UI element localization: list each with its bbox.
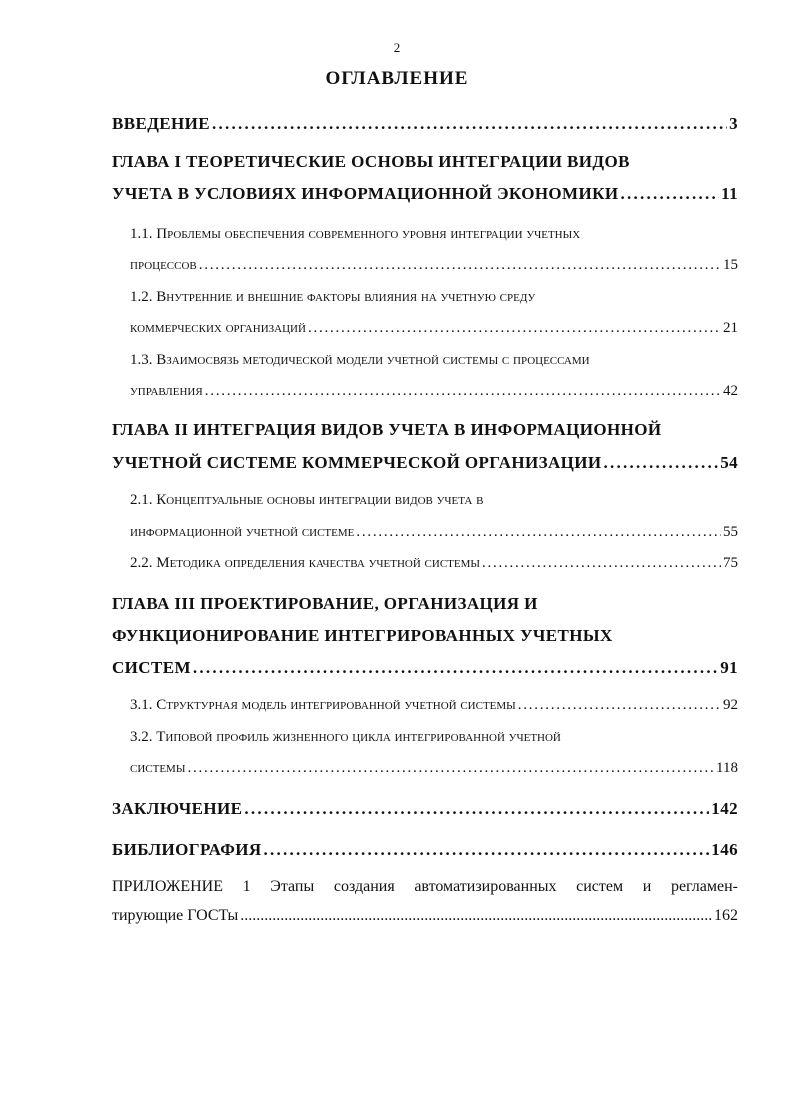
dot-leader bbox=[187, 760, 714, 777]
toc-section-1-3-line1[interactable]: 1.3. Взаимосвязь методической модели учетной системы с процессами bbox=[130, 352, 590, 368]
toc-entry-section-2-1[interactable] bbox=[130, 524, 738, 541]
dot-leader bbox=[356, 524, 721, 541]
toc-entry-chapter-1[interactable] bbox=[112, 184, 738, 204]
toc-entry-chapter-3[interactable] bbox=[112, 658, 738, 678]
toc-page-number: 55 bbox=[723, 524, 738, 540]
toc-label: БИБЛИОГРАФИЯ bbox=[112, 840, 262, 859]
toc-label: процессов bbox=[130, 257, 197, 273]
toc-section-1-1-line1[interactable]: 1.1. Проблемы обеспечения современного уровня интеграции учетных bbox=[130, 226, 581, 242]
toc-section-2-1-line1[interactable]: 2.1. Концептуальные основы интеграции видов учета в bbox=[130, 492, 484, 508]
dot-leader bbox=[620, 184, 719, 204]
toc-label: СИСТЕМ bbox=[112, 658, 191, 677]
toc-label: управления bbox=[130, 383, 203, 399]
toc-page-number: 15 bbox=[723, 257, 738, 273]
toc-appendix-line1[interactable]: ПРИЛОЖЕНИЕ 1 Этапы создания автоматизированных систем и регламен- bbox=[112, 878, 738, 895]
toc-label: информационной учетной системе bbox=[130, 524, 355, 540]
toc-page-number: 162 bbox=[714, 907, 738, 924]
toc-label: 3.1. Структурная модель интегрированной учетной системы bbox=[130, 697, 516, 713]
toc-page-number: 91 bbox=[720, 658, 738, 677]
toc-entry-conclusion[interactable] bbox=[112, 799, 738, 819]
toc-page-number: 92 bbox=[723, 697, 738, 713]
toc-entry-section-1-1[interactable] bbox=[130, 257, 738, 274]
toc-chapter-1-line1[interactable]: ГЛАВА I ТЕОРЕТИЧЕСКИЕ ОСНОВЫ ИНТЕГРАЦИИ ВИДОВ bbox=[112, 152, 630, 171]
dot-leader bbox=[604, 453, 719, 473]
toc-label: тирующие ГОСТы bbox=[112, 907, 239, 924]
toc-page-number: 146 bbox=[711, 840, 738, 859]
dot-leader bbox=[193, 658, 718, 678]
toc-label: УЧЕТА В УСЛОВИЯХ ИНФОРМАЦИОННОЙ ЭКОНОМИКИ bbox=[112, 184, 619, 203]
toc-entry-section-3-2[interactable] bbox=[130, 760, 738, 777]
dot-leader bbox=[264, 840, 710, 860]
toc-entry-section-2-2[interactable] bbox=[130, 555, 738, 572]
dot-leader bbox=[244, 799, 709, 819]
toc-entry-bibliography[interactable] bbox=[112, 840, 738, 860]
page-number: 2 bbox=[393, 40, 401, 55]
toc-page-number: 21 bbox=[723, 320, 738, 336]
page-title: ОГЛАВЛЕНИЕ bbox=[325, 68, 469, 89]
toc-page-number: 142 bbox=[711, 799, 738, 818]
toc-page-number: 11 bbox=[721, 184, 738, 203]
dot-leader bbox=[518, 697, 721, 714]
toc-entry-section-1-2[interactable] bbox=[130, 320, 738, 337]
toc-label: системы bbox=[130, 760, 186, 776]
dot-leader bbox=[482, 555, 721, 572]
toc-label: УЧЕТНОЙ СИСТЕМЕ КОММЕРЧЕСКОЙ ОРГАНИЗАЦИИ bbox=[112, 453, 602, 472]
dot-leader bbox=[212, 114, 727, 134]
toc-label: коммерческих организаций bbox=[130, 320, 306, 336]
toc-page-number: 118 bbox=[716, 760, 738, 776]
toc-chapter-3-line2[interactable]: ФУНКЦИОНИРОВАНИЕ ИНТЕГРИРОВАННЫХ УЧЕТНЫХ bbox=[112, 626, 613, 645]
dot-leader bbox=[308, 320, 721, 337]
toc-chapter-2-line1[interactable]: ГЛАВА II ИНТЕГРАЦИЯ ВИДОВ УЧЕТА В ИНФОРМАЦИОННОЙ bbox=[112, 420, 662, 439]
toc-page-number: 54 bbox=[720, 453, 738, 472]
dot-leader bbox=[199, 257, 721, 274]
toc-entry-appendix[interactable] bbox=[112, 907, 738, 925]
toc-page-number: 3 bbox=[729, 114, 738, 133]
toc-label: 2.2. Методика определения качества учетной системы bbox=[130, 555, 480, 571]
toc-entry-chapter-2[interactable] bbox=[112, 453, 738, 473]
toc-section-1-2-line1[interactable]: 1.2. Внутренние и внешние факторы влияния на учетную среду bbox=[130, 289, 536, 305]
toc-section-3-2-line1[interactable]: 3.2. Типовой профиль жизненного цикла интегрированной учетной bbox=[130, 729, 561, 745]
toc-entry-section-3-1[interactable] bbox=[130, 697, 738, 714]
toc-page-number: 75 bbox=[723, 555, 738, 571]
toc-label: ЗАКЛЮЧЕНИЕ bbox=[112, 799, 243, 818]
toc-entry-section-1-3[interactable] bbox=[130, 383, 738, 400]
toc-chapter-3-line1[interactable]: ГЛАВА III ПРОЕКТИРОВАНИЕ, ОРГАНИЗАЦИЯ И bbox=[112, 594, 538, 613]
toc-page-number: 42 bbox=[723, 383, 738, 399]
dot-leader bbox=[240, 907, 712, 925]
toc-entry-intro[interactable] bbox=[112, 114, 738, 134]
dot-leader bbox=[205, 383, 721, 400]
toc-label: ВВЕДЕНИЕ bbox=[112, 114, 211, 133]
